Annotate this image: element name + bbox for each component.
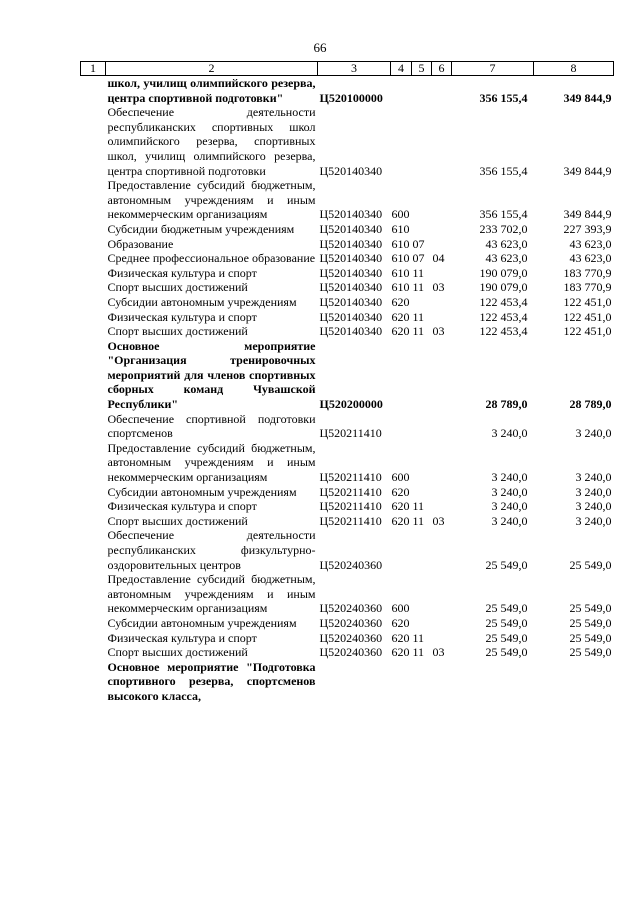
table-row [81, 222, 614, 237]
row-subsection [432, 310, 452, 325]
row-expense-type: 620 [391, 630, 410, 645]
row-subsection: 03 [432, 280, 445, 295]
row-section [412, 295, 432, 310]
row-name: школ, училищ олимпийского резерва, центра спортивной подготовки" [107, 76, 316, 105]
row-name: Предоставление субсидий бюджетным, автономным учреждениям и иным некоммерческим организациям [107, 440, 316, 485]
row-section [412, 616, 432, 631]
row-subsection [432, 631, 452, 646]
row-col-1 [81, 572, 106, 616]
row-section: 11 [412, 645, 425, 660]
row-expense-type: 610 [391, 265, 410, 280]
row-amount-col8 [534, 660, 614, 704]
row-amount-col7: 43 623,0 [485, 236, 528, 251]
row-name: Основное мероприятие "Подготовка спортивного резерва, спортсменов высокого класса, [107, 659, 316, 703]
row-expense-type: 610 [391, 251, 410, 266]
row-col-1 [81, 499, 106, 514]
row-amount-col7: 3 240,0 [491, 499, 528, 514]
row-expense-type: 600 [391, 470, 410, 485]
row-expense-type [391, 76, 412, 106]
col-header-4: 4 [391, 62, 412, 76]
row-section [412, 105, 432, 178]
row-code: Ц520211410 [319, 426, 382, 441]
row-col-1 [81, 412, 106, 441]
row-section: 11 [412, 280, 425, 295]
row-name: Обеспечение деятельности республиканских спортивных школ олимпийского резерва, спортивных школ, училищ олимпийского резерва, центра спортивной подготовки [107, 105, 316, 178]
row-section: 11 [412, 499, 425, 514]
row-amount-col7: 25 549,0 [485, 645, 528, 660]
row-subsection: 03 [432, 645, 445, 660]
row-section [412, 485, 432, 500]
row-name: Физическая культура и спорт [107, 309, 257, 324]
row-section [412, 660, 432, 704]
row-amount-col7 [452, 660, 534, 704]
row-code: Ц520240360 [319, 615, 383, 630]
row-amount-col8: 28 789,0 [569, 397, 612, 412]
row-col-1 [81, 616, 106, 631]
row-name: Спорт высших достижений [107, 513, 248, 528]
row-name: Субсидии бюджетным учреждениям [107, 221, 295, 236]
table-row [81, 528, 614, 572]
row-col-1 [81, 295, 106, 310]
row-code: Ц520140340 [319, 294, 383, 309]
budget-table [80, 61, 614, 704]
row-code: Ц520140340 [319, 236, 383, 251]
table-row [81, 412, 614, 441]
table-row [81, 324, 614, 339]
row-subsection [432, 616, 452, 631]
row-amount-col8: 122 451,0 [563, 324, 612, 339]
row-section: 11 [412, 630, 425, 645]
row-expense-type: 620 [391, 484, 410, 499]
row-expense-type: 620 [391, 615, 410, 630]
row-name: Субсидии автономным учреждениям [107, 484, 297, 499]
table-row [81, 76, 614, 106]
row-name: Основное мероприятие "Организация тренировочных мероприятий для членов спортивных сборных команд Чувашской Республики" [107, 338, 316, 412]
row-col-1 [81, 631, 106, 646]
row-code: Ц520240360 [319, 630, 383, 645]
row-subsection [432, 528, 452, 572]
row-col-1 [81, 660, 106, 704]
col-header-6: 6 [432, 62, 452, 76]
row-amount-col8: 25 549,0 [569, 645, 612, 660]
row-col-1 [81, 76, 106, 106]
table-row [81, 251, 614, 266]
row-amount-col7: 25 549,0 [485, 630, 528, 645]
row-amount-col7: 3 240,0 [491, 426, 528, 441]
row-col-1 [81, 528, 106, 572]
row-code: Ц520240360 [319, 645, 383, 660]
row-code: Ц520211410 [319, 470, 382, 485]
page-number: 66 [313, 40, 327, 55]
table-row [81, 441, 614, 485]
row-expense-type [391, 339, 412, 412]
row-code: Ц520200000 [319, 397, 383, 412]
table-row [81, 280, 614, 295]
row-subsection [432, 295, 452, 310]
row-amount-col7: 28 789,0 [485, 397, 528, 412]
row-expense-type: 610 [391, 221, 410, 236]
row-amount-col8: 3 240,0 [575, 484, 612, 499]
row-expense-type: 620 [391, 324, 410, 339]
row-amount-col8: 43 623,0 [569, 236, 612, 251]
row-code: Ц520211410 [319, 513, 382, 528]
row-code: Ц520240360 [319, 557, 383, 572]
row-amount-col8: 3 240,0 [575, 470, 612, 485]
table-row [81, 660, 614, 704]
row-amount-col8: 43 623,0 [569, 251, 612, 266]
row-col-1 [81, 645, 106, 660]
row-code: Ц520100000 [319, 90, 383, 105]
col-header-7: 7 [452, 62, 534, 76]
table-row [81, 514, 614, 529]
row-col-1 [81, 178, 106, 222]
row-amount-col8: 122 451,0 [563, 309, 612, 324]
row-code: Ц520140340 [319, 207, 383, 222]
table-row [81, 266, 614, 281]
row-col-1 [81, 310, 106, 325]
row-amount-col8: 25 549,0 [569, 615, 612, 630]
row-col-1 [81, 280, 106, 295]
row-amount-col7: 356 155,4 [479, 207, 528, 222]
row-subsection [432, 222, 452, 237]
row-section: 11 [412, 309, 425, 324]
table-row [81, 499, 614, 514]
row-col-1 [81, 441, 106, 485]
row-expense-type: 620 [391, 645, 410, 660]
row-code: Ц520140340 [319, 324, 383, 339]
row-section [412, 572, 432, 616]
row-expense-type [391, 105, 412, 178]
row-amount-col8: 227 393,9 [563, 221, 612, 236]
col-header-5: 5 [412, 62, 432, 76]
row-expense-type [391, 528, 412, 572]
row-expense-type: 620 [391, 513, 410, 528]
row-amount-col7: 122 453,4 [479, 309, 528, 324]
row-amount-col7: 190 079,0 [479, 265, 528, 280]
row-expense-type: 610 [391, 280, 410, 295]
row-amount-col7: 3 240,0 [491, 513, 528, 528]
col-header-1: 1 [81, 62, 106, 76]
row-amount-col7: 122 453,4 [479, 324, 528, 339]
row-amount-col7: 43 623,0 [485, 251, 528, 266]
row-amount-col8: 25 549,0 [569, 630, 612, 645]
row-code [318, 660, 391, 704]
row-amount-col7: 356 155,4 [479, 163, 528, 178]
row-section [412, 412, 432, 441]
row-subsection [432, 412, 452, 441]
table-row [81, 339, 614, 412]
row-col-1 [81, 339, 106, 412]
table-row [81, 645, 614, 660]
row-section [412, 76, 432, 106]
row-name: Спорт высших достижений [107, 645, 248, 660]
row-amount-col7: 25 549,0 [485, 601, 528, 616]
row-expense-type: 600 [391, 601, 410, 616]
column-number-row [81, 62, 614, 76]
row-col-1 [81, 514, 106, 529]
row-amount-col8: 183 770,9 [563, 280, 612, 295]
row-section: 07 [412, 251, 425, 266]
row-subsection [432, 76, 452, 106]
row-col-1 [81, 251, 106, 266]
row-expense-type: 620 [391, 309, 410, 324]
row-amount-col8: 122 451,0 [563, 294, 612, 309]
row-name: Образование [107, 236, 174, 251]
row-col-1 [81, 266, 106, 281]
row-amount-col7: 122 453,4 [479, 294, 528, 309]
row-col-1 [81, 324, 106, 339]
row-subsection [432, 485, 452, 500]
table-row [81, 237, 614, 252]
row-section [412, 441, 432, 485]
row-name: Субсидии автономным учреждениям [107, 294, 297, 309]
table-row [81, 572, 614, 616]
col-header-3: 3 [318, 62, 391, 76]
row-section: 07 [412, 236, 425, 251]
row-col-1 [81, 485, 106, 500]
row-code: Ц520140340 [319, 221, 383, 236]
row-code: Ц520240360 [319, 601, 383, 616]
row-amount-col8: 3 240,0 [575, 499, 612, 514]
table-row [81, 310, 614, 325]
table-row [81, 178, 614, 222]
row-name: Обеспечение деятельности республиканских физкультурно-оздоровительных центров [107, 528, 316, 572]
row-name: Предоставление субсидий бюджетным, автономным учреждениям и иным некоммерческим организациям [107, 178, 316, 222]
row-col-1 [81, 105, 106, 178]
row-amount-col8: 3 240,0 [575, 426, 612, 441]
row-name: Предоставление субсидий бюджетным, автономным учреждениям и иным некоммерческим организациям [107, 572, 316, 616]
table-row [81, 105, 614, 178]
row-section [412, 222, 432, 237]
row-amount-col8: 25 549,0 [569, 601, 612, 616]
row-amount-col8: 349 844,9 [563, 207, 612, 222]
col-header-2: 2 [106, 62, 318, 76]
table-row [81, 485, 614, 500]
row-amount-col7: 356 155,4 [479, 90, 528, 105]
row-expense-type [391, 660, 412, 704]
col-header-8: 8 [534, 62, 614, 76]
row-col-1 [81, 237, 106, 252]
row-name: Среднее профессиональное образование [107, 251, 316, 266]
row-name: Физическая культура и спорт [107, 499, 257, 514]
row-subsection [432, 660, 452, 704]
row-name: Обеспечение спортивной подготовки спортсменов [107, 411, 316, 441]
row-section [412, 339, 432, 412]
row-subsection [432, 178, 452, 222]
row-subsection [432, 339, 452, 412]
table-row [81, 295, 614, 310]
row-name: Спорт высших достижений [107, 324, 248, 339]
row-section: 11 [412, 513, 425, 528]
row-subsection [432, 237, 452, 252]
row-name: Спорт высших достижений [107, 280, 248, 295]
row-expense-type [391, 412, 412, 441]
row-expense-type: 610 [391, 236, 410, 251]
row-subsection [432, 441, 452, 485]
row-section: 11 [412, 265, 425, 280]
row-code: Ц520140340 [319, 163, 383, 178]
row-code: Ц520211410 [319, 484, 382, 499]
row-amount-col7: 3 240,0 [491, 470, 528, 485]
row-subsection: 04 [432, 251, 445, 266]
row-section: 11 [412, 324, 425, 339]
row-code: Ц520211410 [319, 499, 382, 514]
row-amount-col8: 3 240,0 [575, 513, 612, 528]
row-col-1 [81, 222, 106, 237]
row-amount-col8: 349 844,9 [563, 163, 612, 178]
row-subsection: 03 [432, 324, 445, 339]
row-code: Ц520140340 [319, 265, 383, 280]
row-name: Физическая культура и спорт [107, 265, 257, 280]
table-row [81, 631, 614, 646]
row-amount-col8: 25 549,0 [569, 557, 612, 572]
row-subsection [432, 499, 452, 514]
row-subsection: 03 [432, 513, 445, 528]
row-code: Ц520140340 [319, 280, 383, 295]
table-body [81, 76, 614, 704]
row-section [412, 528, 432, 572]
table-row [81, 616, 614, 631]
row-subsection [432, 572, 452, 616]
row-expense-type: 620 [391, 499, 410, 514]
row-name: Субсидии автономным учреждениям [107, 615, 297, 630]
row-expense-type: 620 [391, 294, 410, 309]
row-name: Физическая культура и спорт [107, 630, 257, 645]
row-amount-col7: 25 549,0 [485, 557, 528, 572]
row-code: Ц520140340 [319, 251, 383, 266]
row-subsection [432, 266, 452, 281]
row-amount-col7: 190 079,0 [479, 280, 528, 295]
row-amount-col8: 183 770,9 [563, 265, 612, 280]
row-code: Ц520140340 [319, 309, 383, 324]
row-expense-type: 600 [391, 207, 410, 222]
row-amount-col7: 25 549,0 [485, 615, 528, 630]
row-amount-col7: 3 240,0 [491, 484, 528, 499]
row-section [412, 178, 432, 222]
row-subsection [432, 105, 452, 178]
row-amount-col7: 233 702,0 [479, 221, 528, 236]
row-amount-col8: 349 844,9 [563, 90, 612, 105]
